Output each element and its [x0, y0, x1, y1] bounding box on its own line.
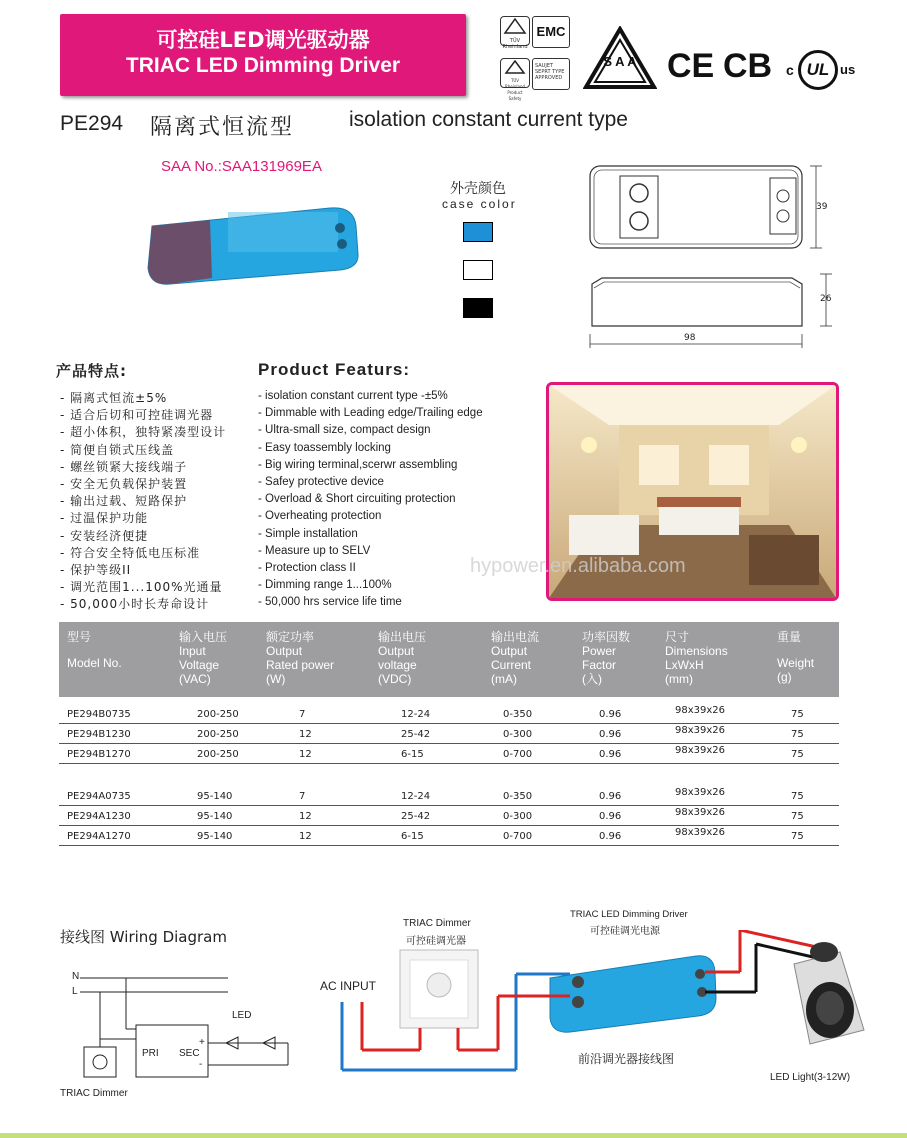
header-en: Model No. [67, 656, 122, 670]
cul-us-mark: c UL us [786, 48, 858, 88]
table-cell: 0.96 [599, 709, 622, 720]
table-cell: 98x39x26 [675, 827, 726, 838]
label-plus: + [199, 1037, 205, 1048]
dim-width: 98 [684, 333, 696, 343]
schematic-diagram [58, 965, 298, 1105]
table-cell: PE294B1230 [67, 729, 131, 740]
saa-logo: S A A [583, 26, 657, 90]
table-header-cell [665, 630, 728, 686]
table-cell: 0.96 [599, 811, 622, 822]
ul-circle-icon: UL [798, 50, 838, 90]
table-cell: 0.96 [599, 749, 622, 760]
table-cell: 12 [299, 811, 312, 822]
feature-item-en: - Simple installation [258, 527, 358, 540]
table-cell: 0.96 [599, 791, 622, 802]
header-en: Input Voltage (VAC) [179, 644, 220, 686]
label-sec: SEC [179, 1048, 200, 1059]
table-header-cell [378, 630, 426, 686]
table-cell: 7 [299, 791, 306, 802]
feature-item-en: - isolation constant current type -±5% [258, 390, 448, 402]
header-en: Output voltage (VDC) [378, 644, 417, 686]
header-cn: 额定功率 [266, 630, 315, 644]
feature-item-cn: - 安全无负载保护装置 [60, 477, 188, 492]
table-row [59, 703, 839, 724]
table-header-cell [582, 630, 630, 686]
dimmer-title-cn: 可控硅调光器 [406, 936, 466, 947]
footer-bar [0, 1133, 907, 1138]
label-pri: PRI [142, 1048, 159, 1059]
led-light-label: LED Light(3-12W) [770, 1072, 851, 1083]
feature-item-cn: - 调光范围1...100%光通量 [60, 580, 223, 595]
driver-product-image [140, 196, 370, 286]
emc-logo: EMC [532, 16, 570, 48]
table-cell: PE294B0735 [67, 709, 131, 720]
label-led: LED [232, 1010, 252, 1021]
watermark: hypower.en.alibaba.com [470, 555, 686, 577]
table-row [59, 825, 839, 846]
feature-item-en: - Overload & Short circuiting protection [258, 493, 456, 506]
table-cell: 75 [791, 729, 804, 740]
table-cell: 200-250 [197, 709, 239, 720]
wiring-diagram-title: 接线图 Wiring Diagram [60, 928, 227, 946]
table-header-cell [777, 630, 814, 684]
driver-title: TRIAC LED Dimming Driver [570, 909, 688, 920]
table-cell: 95-140 [197, 791, 233, 802]
table-cell: 98x39x26 [675, 745, 726, 756]
header-cn: 功率因数 [582, 630, 631, 644]
tuv-triangle-icon [501, 17, 529, 35]
table-row [59, 785, 839, 806]
table-cell: 25-42 [401, 729, 431, 740]
header-cn: 重量 [777, 630, 802, 644]
feature-item-cn: - 安装经济便捷 [60, 528, 149, 543]
case-color-label-en: case color [442, 197, 517, 211]
table-cell: 6-15 [401, 749, 424, 760]
header-en: Dimensions LxWxH (mm) [665, 644, 728, 686]
dimension-drawing [580, 158, 840, 348]
feature-item-cn: - 50,000小时长寿命设计 [60, 597, 210, 612]
header-cn: 输出电压 [378, 630, 427, 644]
feature-item-cn: - 隔离式恒流±5% [60, 391, 168, 405]
type-approved-logo: SAUJET SEPRT TYPE APPROVED [532, 58, 570, 90]
saa-number: SAA No.:SAA131969EA [161, 158, 322, 175]
table-row [59, 743, 839, 764]
feature-item-cn: - 超小体积，独特紧凑型设计 [60, 425, 227, 440]
table-cell: PE294A1230 [67, 811, 131, 822]
table-cell: 75 [791, 791, 804, 802]
feature-item-cn: - 保护等级II [60, 563, 132, 578]
tuv-logo-top: TÜV Rheinland [500, 16, 530, 46]
table-cell: 95-140 [197, 831, 233, 842]
table-cell: 75 [791, 831, 804, 842]
table-cell: 0-300 [503, 811, 533, 822]
feature-item-cn: - 输出过载、短路保护 [60, 494, 188, 509]
case-color-swatch-blue [463, 222, 493, 242]
table-cell: 95-140 [197, 811, 233, 822]
feature-item-en: - Easy toassembly locking [258, 441, 391, 454]
feature-item-en: - Protection class II [258, 562, 356, 575]
table-header-cell [266, 630, 334, 686]
feature-item-cn: - 过温保护功能 [60, 511, 149, 526]
table-row [59, 723, 839, 744]
dim-height: 39 [816, 202, 828, 212]
feature-item-en: - Measure up to SELV [258, 544, 371, 557]
subtitle-cn: 隔离式恒流型 [150, 115, 295, 140]
table-cell: PE294A1270 [67, 831, 131, 842]
table-cell: 25-42 [401, 811, 431, 822]
dim-depth: 26 [820, 294, 832, 304]
table-row [59, 805, 839, 826]
label-minus: - [199, 1059, 203, 1070]
table-cell: 0.96 [599, 831, 622, 842]
table-cell: PE294B1270 [67, 749, 131, 760]
table-cell: 200-250 [197, 749, 239, 760]
title-banner [60, 14, 466, 96]
features-list-en [258, 388, 483, 612]
feature-item-en: - 50,000 hrs service life time [258, 596, 402, 609]
banner-title-cn: 可控硅LED调光驱动器 [156, 28, 370, 52]
header-en: Output Rated power (W) [266, 644, 335, 686]
table-cell: 12 [299, 749, 312, 760]
table-cell: 75 [791, 811, 804, 822]
feature-item-cn: - 符合安全特低电压标准 [60, 545, 201, 560]
model-number: PE294 [60, 112, 124, 135]
feature-item-cn: - 螺丝锁紧大接线端子 [60, 459, 188, 474]
leading-edge-label: 前沿调光器接线图 [578, 1052, 675, 1066]
table-cell: 98x39x26 [675, 705, 726, 716]
cb-mark: CB [723, 47, 773, 85]
label-triac-dimmer: TRIAC Dimmer [60, 1088, 128, 1099]
table-header-cell [491, 630, 539, 686]
header-en: Power Factor (入) [582, 644, 617, 686]
table-cell: 0.96 [599, 729, 622, 740]
banner-title-en: TRIAC LED Dimming Driver [125, 54, 401, 77]
header-cn: 输入电压 [179, 630, 228, 644]
tuv-certification-logos [500, 16, 570, 101]
table-cell: 200-250 [197, 729, 239, 740]
table-cell: 12-24 [401, 791, 431, 802]
table-cell: 0-350 [503, 791, 533, 802]
feature-item-en: - Dimming range 1...100% [258, 579, 392, 592]
label-n: N [72, 971, 80, 982]
subtitle-en: isolation constant current type [349, 108, 628, 131]
feature-item-en: - Big wiring terminal,scerwr assembling [258, 458, 458, 471]
feature-item-cn: - 简便自锁式压线盖 [60, 442, 175, 457]
feature-item-en: - Ultra-small size, compact design [258, 424, 431, 437]
header-cn: 型号 [67, 630, 92, 644]
case-color-swatch-black [463, 298, 493, 318]
table-cell: 7 [299, 709, 306, 720]
feature-item-en: - Safey protective device [258, 476, 384, 489]
driver-title-cn: 可控硅调光电源 [590, 926, 660, 937]
table-cell: 98x39x26 [675, 787, 726, 798]
dimmer-title: TRIAC Dimmer [403, 918, 471, 929]
table-header-cell [67, 630, 122, 670]
table-cell: 0-700 [503, 831, 533, 842]
label-l: L [72, 986, 78, 997]
ac-input-label: AC INPUT [320, 979, 377, 993]
features-list-cn [60, 390, 226, 614]
ce-mark: CE [667, 47, 715, 85]
table-cell: 12 [299, 729, 312, 740]
table-cell: 12-24 [401, 709, 431, 720]
feature-item-en: - Dimmable with Leading edge/Trailing edge [258, 407, 483, 420]
table-cell: 12 [299, 831, 312, 842]
table-cell: 6-15 [401, 831, 424, 842]
table-cell: 98x39x26 [675, 807, 726, 818]
features-title-en: Product Featurs: [258, 360, 411, 379]
case-color-label-cn: 外壳颜色 [450, 181, 506, 197]
table-cell: 75 [791, 709, 804, 720]
feature-item-en: - Overheating protection [258, 510, 382, 523]
tuv-logo-bottom: TÜV Rheinland Product Safety [500, 58, 530, 88]
wiring-illustration [320, 930, 900, 1075]
table-cell: 0-300 [503, 729, 533, 740]
table-cell: PE294A0735 [67, 791, 131, 802]
table-cell: 98x39x26 [675, 725, 726, 736]
table-header-cell [179, 630, 227, 686]
table-cell: 75 [791, 749, 804, 760]
table-cell: 0-350 [503, 709, 533, 720]
table-cell: 0-700 [503, 749, 533, 760]
header-en: Output Current (mA) [491, 644, 532, 686]
features-title-cn: 产品特点: [56, 362, 127, 380]
tuv-triangle-icon-2 [501, 59, 529, 75]
header-cn: 尺寸 [665, 630, 690, 644]
header-en: Weight (g) [777, 656, 815, 684]
case-color-swatch-white [463, 260, 493, 280]
header-cn: 输出电流 [491, 630, 540, 644]
feature-item-cn: - 适合后切和可控硅调光器 [60, 408, 214, 423]
